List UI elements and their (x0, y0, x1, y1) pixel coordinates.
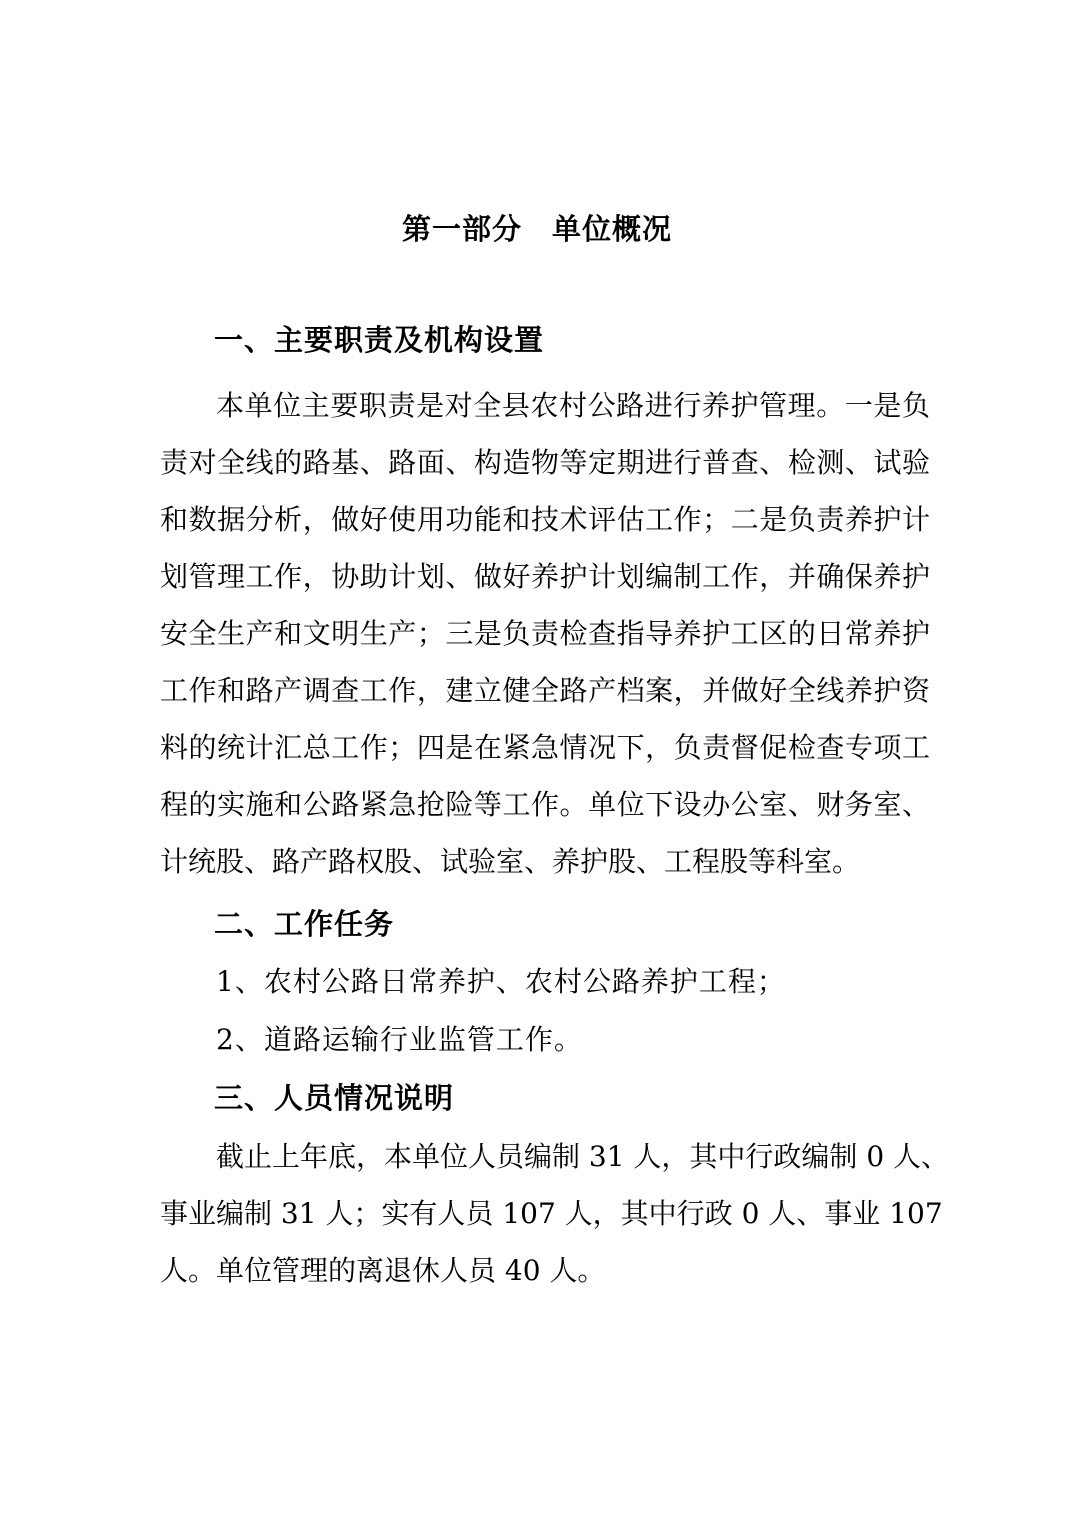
paragraph-line: 工作和路产调查工作，建立健全路产档案，并做好全线养护资 (160, 674, 930, 707)
section-heading-staff: 三、人员情况说明 (214, 1081, 455, 1115)
paragraph-line: 事业编制 31 人；实有人员 107 人，其中行政 0 人、事业 107 (160, 1197, 943, 1230)
task-item: 1、农村公路日常养护、农村公路养护工程； (216, 965, 786, 998)
paragraph-line: 程的实施和公路紧急抢险等工作。单位下设办公室、财务室、 (160, 788, 930, 821)
paragraph-line: 划管理工作，协助计划、做好养护计划编制工作，并确保养护 (160, 560, 930, 593)
task-item: 2、道路运输行业监管工作。 (216, 1023, 583, 1056)
section-heading-tasks: 二、工作任务 (214, 907, 395, 941)
paragraph-line: 计统股、路产路权股、试验室、养护股、工程股等科室。 (160, 845, 861, 878)
paragraph-line: 和数据分析，做好使用功能和技术评估工作；二是负责养护计 (160, 503, 930, 536)
section-heading-duties: 一、主要职责及机构设置 (214, 323, 545, 357)
paragraph-line: 人。单位管理的离退休人员 40 人。 (160, 1254, 606, 1287)
paragraph-line: 安全生产和文明生产；三是负责检查指导养护工区的日常养护 (160, 617, 930, 650)
paragraph-line: 责对全线的路基、路面、构造物等定期进行普查、检测、试验 (160, 446, 930, 479)
paragraph-line: 截止上年底，本单位人员编制 31 人，其中行政编制 0 人、 (216, 1140, 950, 1173)
paragraph-line: 料的统计汇总工作；四是在紧急情况下，负责督促检查专项工 (160, 731, 930, 764)
page-title: 第一部分 单位概况 (401, 212, 672, 246)
paragraph-line: 本单位主要职责是对全县农村公路进行养护管理。一是负 (216, 389, 930, 422)
